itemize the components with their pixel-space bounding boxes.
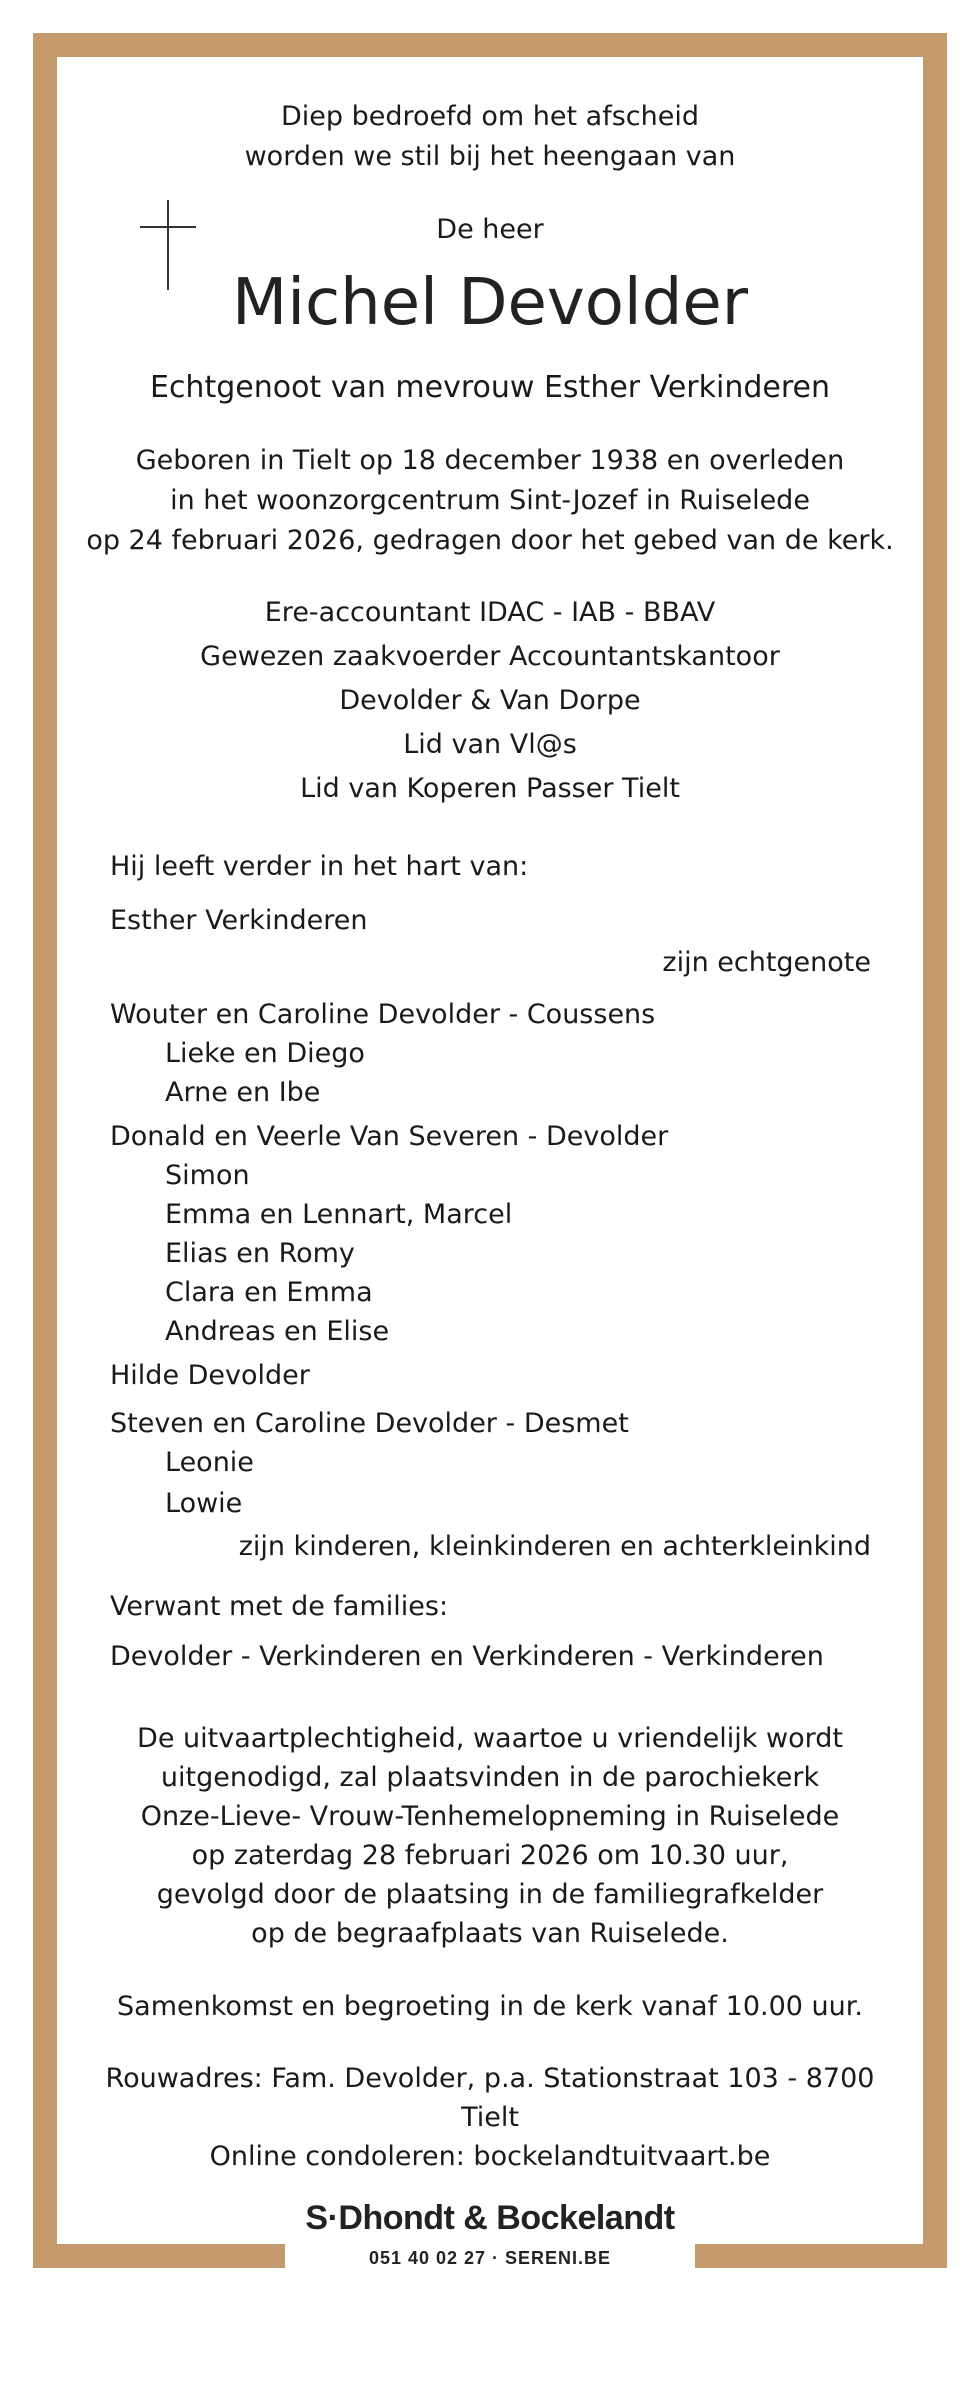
grandchild: Lowie xyxy=(165,1488,243,1519)
birth-death-line: Geboren in Tielt op 18 december 1938 en overleden xyxy=(135,445,845,476)
grandchild: Clara en Emma xyxy=(165,1277,373,1308)
child-family: Wouter en Caroline Devolder - Coussens xyxy=(110,999,656,1030)
funeral-line: op de begraafplaats van Ruiselede. xyxy=(251,1918,729,1949)
grandchild: Elias en Romy xyxy=(165,1238,355,1269)
funeral-line: Onze-Lieve- Vrouw-Tenhemelopneming in Ruiselede xyxy=(140,1801,840,1832)
lives-on-label: Hij leeft verder in het hart van: xyxy=(110,851,529,882)
salutation: De heer xyxy=(436,214,544,245)
funeral-home-contact: 051 40 02 27 · SERENI.BE xyxy=(368,2248,612,2268)
grandchild: Simon xyxy=(165,1160,250,1191)
grandchild: Andreas en Elise xyxy=(165,1316,390,1347)
spouse-role: zijn echtgenote xyxy=(662,947,871,978)
funeral-line: op zaterdag 28 februari 2026 om 10.30 uur, xyxy=(191,1840,789,1871)
contact-info xyxy=(80,2059,900,2176)
deceased-name: Michel Devolder xyxy=(231,266,749,340)
funeral-line: gevolgd door de plaatsing in de familiegrafkelder xyxy=(156,1879,824,1910)
child-family: Hilde Devolder xyxy=(110,1360,310,1391)
mourning-address: Rouwadres: Fam. Devolder, p.a. Stationstraat 103 - 8700 Tielt xyxy=(105,2063,875,2133)
title-line: Lid van Vl@s xyxy=(403,729,577,760)
grandchild: Leonie xyxy=(165,1447,254,1478)
child-family: Donald en Veerle Van Severen - Devolder xyxy=(110,1121,669,1152)
funeral-line: De uitvaartplechtigheid, waartoe u vriendelijk wordt xyxy=(137,1723,843,1754)
grandchild: Lieke en Diego xyxy=(165,1038,365,1069)
gathering-info: Samenkomst en begroeting in de kerk vanaf 10.00 uur. xyxy=(117,1991,863,2022)
related-families: Devolder - Verkinderen en Verkinderen - Verkinderen xyxy=(110,1641,824,1672)
birth-death xyxy=(80,441,900,561)
related-label: Verwant met de families: xyxy=(110,1591,449,1622)
child-family: Steven en Caroline Devolder - Desmet xyxy=(110,1408,629,1439)
spouse-name: Esther Verkinderen xyxy=(110,905,368,936)
funeral-home-logo: S·Dhondt & Bockelandt xyxy=(305,2199,675,2237)
grandchild: Emma en Lennart, Marcel xyxy=(165,1199,513,1230)
title-line: Ere-accountant IDAC - IAB - BBAV xyxy=(264,597,716,628)
birth-death-line: op 24 februari 2026, gedragen door het gebed van de kerk. xyxy=(86,525,894,556)
birth-death-line: in het woonzorgcentrum Sint-Jozef in Ruiselede xyxy=(170,485,810,516)
funeral-info xyxy=(80,1719,900,1953)
spouse-line: Echtgenoot van mevrouw Esther Verkinderen xyxy=(149,370,831,405)
funeral-line: uitgenodigd, zal plaatsvinden in de parochiekerk xyxy=(160,1762,820,1793)
title-line: Gewezen zaakvoerder Accountantskantoor xyxy=(200,641,780,672)
grandchild: Arne en Ibe xyxy=(165,1077,321,1108)
intro xyxy=(80,97,900,177)
intro-line: worden we stil bij het heengaan van xyxy=(244,141,736,172)
title-line: Devolder & Van Dorpe xyxy=(339,685,641,716)
title-line: Lid van Koperen Passer Tielt xyxy=(300,773,680,804)
condolence-link[interactable]: Online condoleren: bockelandtuitvaart.be xyxy=(209,2141,771,2172)
intro-line: Diep bedroefd om het afscheid xyxy=(281,101,699,132)
titles xyxy=(80,591,900,811)
children-role: zijn kinderen, kleinkinderen en achterkleinkind xyxy=(238,1531,871,1562)
